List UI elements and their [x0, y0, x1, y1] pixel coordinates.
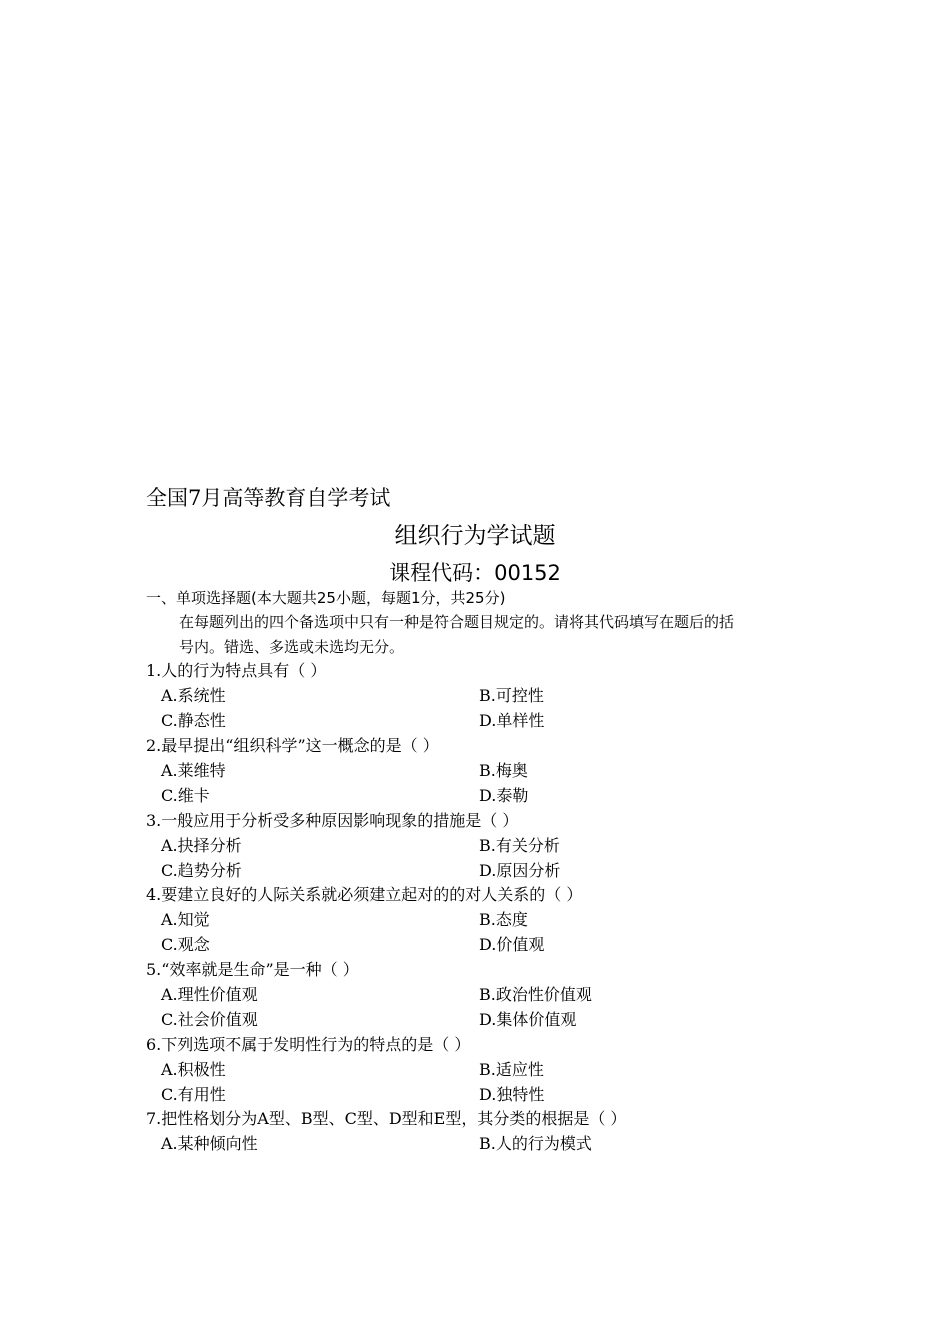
option-b: B.人的行为模式: [479, 1134, 592, 1153]
option-a: A.莱维特: [161, 761, 226, 780]
question-stem: 4.要建立良好的人际关系就必须建立起对的的对人关系的（ ）: [146, 885, 583, 904]
option-c: C.有用性: [161, 1085, 226, 1104]
option-a: A.积极性: [161, 1060, 226, 1079]
instruction-line: 号内。错选、多选或未选均无分。: [179, 638, 405, 656]
question-stem: 7.把性格划分为A型、B型、C型、D型和E型，其分类的根据是（ ）: [146, 1109, 627, 1128]
question-stem: 1.人的行为特点具有（ ）: [146, 661, 327, 680]
exam-name: 全国7月高等教育自学考试: [146, 486, 391, 510]
option-d: D.独特性: [479, 1085, 545, 1104]
option-c: C.趋势分析: [161, 861, 242, 880]
option-d: D.原因分析: [479, 861, 561, 880]
option-a: A.系统性: [161, 686, 226, 705]
option-d: D.集体价值观: [479, 1010, 577, 1029]
question-stem: 3.一般应用于分析受多种原因影响现象的措施是（ ）: [146, 811, 519, 830]
option-b: B.政治性价值观: [479, 985, 592, 1004]
option-b: B.梅奥: [479, 761, 528, 780]
question-stem: 2.最早提出“组织科学”这一概念的是（ ）: [146, 736, 439, 755]
option-a: A.理性价值观: [161, 985, 258, 1004]
option-b: B.态度: [479, 910, 528, 929]
option-b: B.可控性: [479, 686, 544, 705]
course-code: 课程代码：00152: [389, 561, 561, 585]
option-a: A.知觉: [161, 910, 210, 929]
option-d: D.单样性: [479, 711, 545, 730]
option-b: B.有关分析: [479, 836, 560, 855]
page-title: 组织行为学试题: [394, 523, 556, 549]
option-d: D.泰勒: [479, 786, 529, 805]
option-a: A.抉择分析: [161, 836, 242, 855]
option-c: C.静态性: [161, 711, 226, 730]
option-b: B.适应性: [479, 1060, 544, 1079]
option-a: A.某种倾向性: [161, 1134, 258, 1153]
option-d: D.价值观: [479, 935, 545, 954]
question-stem: 5.“效率就是生命”是一种（ ）: [146, 960, 359, 979]
option-c: C.观念: [161, 935, 210, 954]
section-heading: 一、单项选择题(本大题共25小题，每题1分，共25分): [146, 589, 506, 607]
option-c: C.社会价值观: [161, 1010, 258, 1029]
question-stem: 6.下列选项不属于发明性行为的特点的是（ ）: [146, 1035, 471, 1054]
option-c: C.维卡: [161, 786, 210, 805]
instruction-line: 在每题列出的四个备选项中只有一种是符合题目规定的。请将其代码填写在题后的括: [179, 613, 735, 631]
